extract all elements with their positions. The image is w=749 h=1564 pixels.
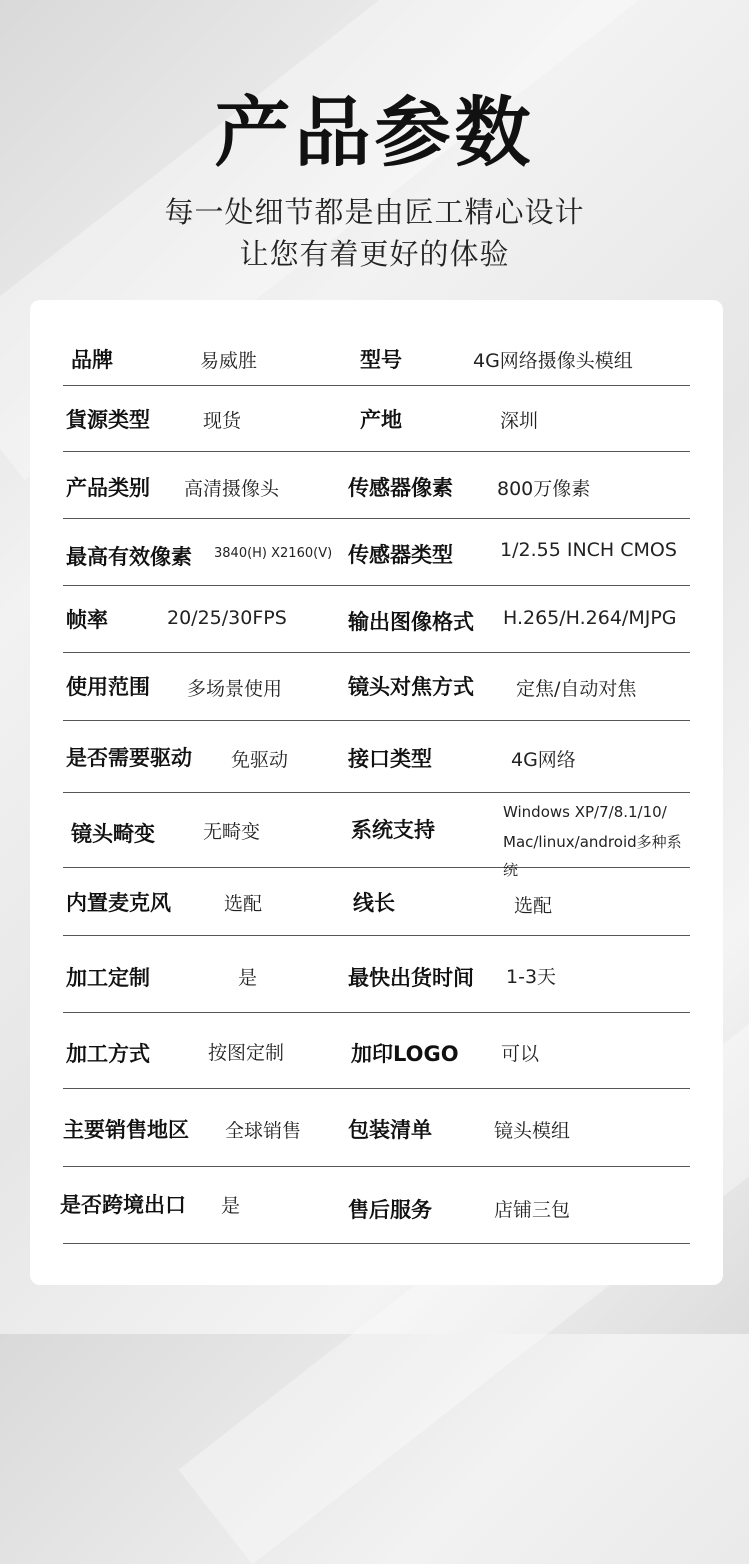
package-label: 包装清单 xyxy=(348,1118,432,1142)
method-label: 加工方式 xyxy=(66,1042,150,1066)
supply-label: 貨源类型 xyxy=(66,408,150,432)
cross-border-value: 是 xyxy=(221,1195,241,1217)
spec-row xyxy=(63,1013,690,1089)
spec-row xyxy=(63,386,690,452)
focus-value: 定焦/自动对焦 xyxy=(516,678,637,700)
logo-value: 可以 xyxy=(501,1043,540,1065)
frame-rate-label: 帧率 xyxy=(66,608,108,632)
mic-value: 选配 xyxy=(224,893,263,915)
region-label: 主要销售地区 xyxy=(63,1118,189,1142)
output-format-value: H.265/H.264/MJPG xyxy=(503,607,677,629)
max-pixels-label: 最高有效像素 xyxy=(66,545,192,569)
spec-row xyxy=(63,1089,690,1167)
sensor-type-value: 1/2.55 INCH CMOS xyxy=(500,539,677,561)
region-value: 全球销售 xyxy=(225,1120,302,1142)
spec-table-card xyxy=(30,300,723,1285)
spec-row xyxy=(63,721,690,793)
model-label: 型号 xyxy=(360,348,402,372)
sensor-type-label: 传感器类型 xyxy=(348,543,453,567)
spec-row xyxy=(63,586,690,653)
max-pixels-value: 3840(H) X2160(V) xyxy=(214,546,333,561)
interface-value: 4G网络 xyxy=(511,749,576,771)
ship-time-value: 1-3天 xyxy=(506,966,557,988)
brand-label: 品牌 xyxy=(71,348,113,372)
interface-label: 接口类型 xyxy=(348,747,432,771)
after-sales-value: 店铺三包 xyxy=(494,1199,571,1221)
model-value: 4G网络摄像头模组 xyxy=(473,350,633,372)
frame-rate-value: 20/25/30FPS xyxy=(167,607,287,629)
sensor-pixels-value: 800万像素 xyxy=(497,478,591,500)
ship-time-label: 最快出货时间 xyxy=(348,966,474,990)
spec-row xyxy=(63,936,690,1013)
focus-label: 镜头对焦方式 xyxy=(348,675,474,699)
mic-label: 内置麦克风 xyxy=(66,891,171,915)
cross-border-label: 是否跨境出口 xyxy=(60,1193,186,1217)
spec-row xyxy=(63,452,690,519)
spec-row xyxy=(63,330,690,386)
spec-row xyxy=(63,519,690,586)
distortion-label: 镜头畸变 xyxy=(71,822,155,846)
page-title: 产品参数 xyxy=(214,88,535,177)
os-label: 系统支持 xyxy=(351,818,435,842)
origin-label: 产地 xyxy=(360,408,402,432)
os-value-line1: Windows XP/7/8.1/10/ xyxy=(503,803,667,821)
driver-label: 是否需要驱动 xyxy=(66,746,192,770)
custom-value: 是 xyxy=(238,967,258,989)
cable-value: 选配 xyxy=(514,895,553,917)
page-subtitle: 每一处细节都是由匠工精心设计 xyxy=(164,195,585,229)
logo-label: 加印LOGO xyxy=(351,1042,459,1066)
usage-value: 多场景使用 xyxy=(187,678,283,700)
origin-value: 深圳 xyxy=(500,410,539,432)
brand-value: 易威胜 xyxy=(200,350,258,372)
driver-value: 免驱动 xyxy=(231,749,289,771)
usage-label: 使用范围 xyxy=(66,675,150,699)
spec-row xyxy=(63,868,690,936)
distortion-value: 无畸变 xyxy=(203,821,261,843)
cable-label: 线长 xyxy=(353,891,395,915)
supply-value: 现货 xyxy=(203,410,242,432)
category-label: 产品类别 xyxy=(66,476,150,500)
spec-row xyxy=(60,1167,690,1244)
output-format-label: 输出图像格式 xyxy=(348,610,474,634)
spec-row xyxy=(63,793,690,879)
custom-label: 加工定制 xyxy=(66,966,150,990)
sensor-pixels-label: 传感器像素 xyxy=(348,476,453,500)
category-value: 高清摄像头 xyxy=(184,478,280,500)
package-value: 镜头模组 xyxy=(494,1120,571,1142)
after-sales-label: 售后服务 xyxy=(348,1198,432,1222)
method-value: 按图定制 xyxy=(208,1042,285,1064)
spec-row xyxy=(63,653,690,721)
os-value-line2: Mac/linux/android多种系统 xyxy=(503,833,682,879)
page-subtitle: 让您有着更好的体验 xyxy=(239,237,510,271)
